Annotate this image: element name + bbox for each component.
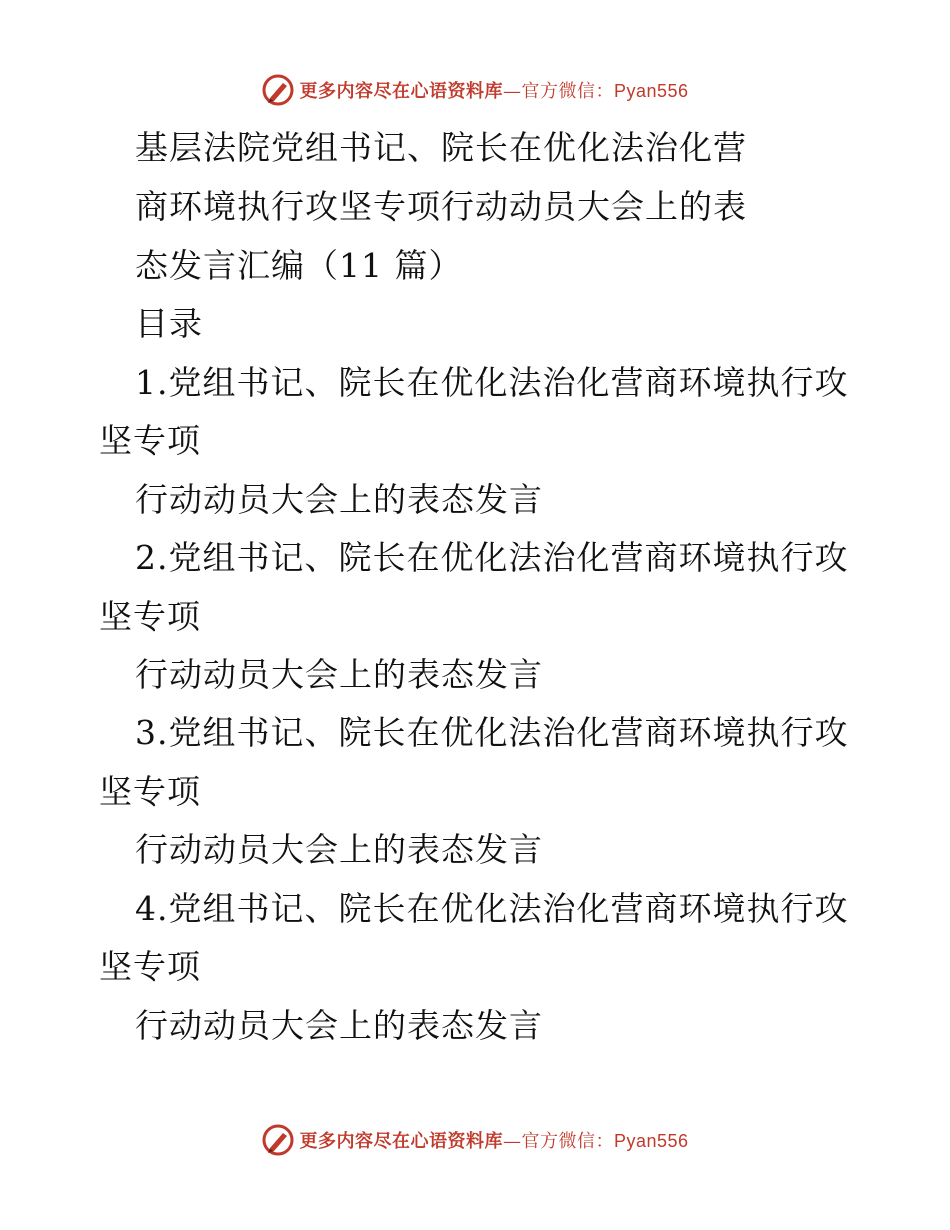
toc-item-2-line-1: 2.党组书记、院长在优化法治化营商环境执行攻 xyxy=(135,538,849,577)
toc-item-3-line-3: 行动动员大会上的表态发言 xyxy=(135,830,543,869)
toc-item-4-line-3: 行动动员大会上的表态发言 xyxy=(135,1006,543,1045)
toc-item-1-line-2: 坚专项 xyxy=(99,421,201,460)
watermark-tail: 官方微信： xyxy=(521,1131,614,1152)
watermark-tail: 官方微信： xyxy=(521,81,614,102)
toc-item-1-line-1: 1.党组书记、院长在优化法治化营商环境执行攻 xyxy=(135,363,849,402)
toc-item-1-line-3: 行动动员大会上的表态发言 xyxy=(135,480,543,519)
document-title-line-1: 基层法院党组书记、院长在优化法治化营 xyxy=(135,128,747,167)
pen-logo-icon xyxy=(261,1123,295,1157)
toc-item-4-line-2: 坚专项 xyxy=(99,947,201,986)
toc-item-4-line-1: 4.党组书记、院长在优化法治化营商环境执行攻 xyxy=(135,889,849,928)
toc-item-3-line-1: 3.党组书记、院长在优化法治化营商环境执行攻 xyxy=(135,713,849,752)
watermark-dash: — xyxy=(502,81,522,102)
pen-logo-icon xyxy=(261,73,295,107)
watermark-lead: 更多内容尽在心语资料库 xyxy=(299,1131,503,1152)
watermark-wechat: Pyan556 xyxy=(613,81,689,101)
toc-item-3-line-2: 坚专项 xyxy=(99,772,201,811)
toc-heading: 目录 xyxy=(135,304,203,343)
watermark-wechat: Pyan556 xyxy=(613,1131,689,1151)
toc-item-2-line-2: 坚专项 xyxy=(99,597,201,636)
document-title-line-2: 商环境执行攻坚专项行动动员大会上的表 xyxy=(135,187,747,226)
toc-item-2-line-3: 行动动员大会上的表态发言 xyxy=(135,655,543,694)
footer-watermark xyxy=(0,1120,950,1160)
watermark-lead: 更多内容尽在心语资料库 xyxy=(299,81,503,102)
watermark-dash: — xyxy=(502,1131,522,1152)
document-title-line-3: 态发言汇编（11 篇） xyxy=(135,246,463,285)
header-watermark xyxy=(0,70,950,110)
